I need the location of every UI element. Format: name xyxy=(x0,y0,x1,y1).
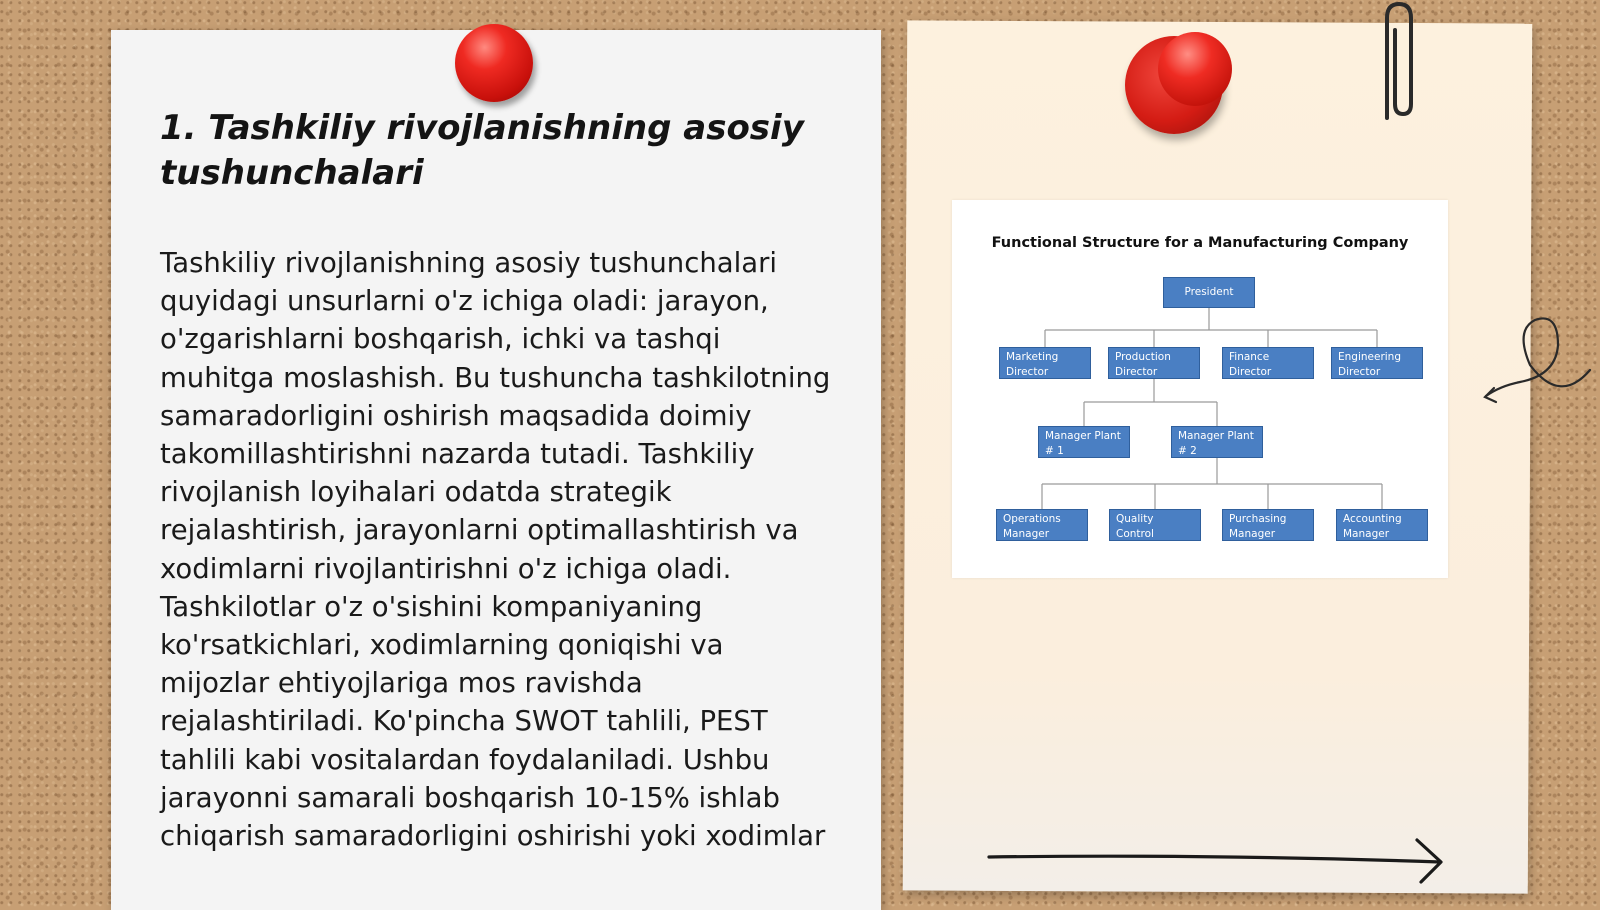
org-box-purchasing-manager: Purchasing Manager xyxy=(1222,509,1314,541)
org-box-accounting-manager: Accounting Manager xyxy=(1336,509,1428,541)
push-pin-icon xyxy=(455,24,533,102)
scribble-arrow-icon xyxy=(1480,310,1600,410)
org-box-quality-control-manager: Quality Control Manager xyxy=(1109,509,1201,541)
org-chart xyxy=(952,200,1448,578)
org-box-president: President xyxy=(1163,277,1255,308)
org-box-engineering-director: Engineering Director xyxy=(1331,347,1423,379)
org-box-marketing-director: Marketing Director xyxy=(999,347,1091,379)
org-chart-title: Functional Structure for a Manufacturing Company xyxy=(991,235,1409,251)
push-pin-head xyxy=(1158,32,1232,106)
slide-heading: 1. Tashkiliy rivojlanishning asosiy tushunchalari xyxy=(160,108,804,193)
org-box-manager-plant-1: Manager Plant # 1 xyxy=(1038,426,1130,458)
org-box-operations-manager: Operations Manager xyxy=(996,509,1088,541)
org-box-finance-director: Finance Director xyxy=(1222,347,1314,379)
org-box-production-director: Production Director xyxy=(1108,347,1200,379)
slide-body-text: Tashkiliy rivojlanishning asosiy tushunchalari quyidagi unsurlarni o'z ichiga oladi: jarayon, o'zgarishlarni boshqarish, ichki va tashqi muhitga moslashish. Bu tushuncha tashkilotning samaradorligini oshirish maqsadida doimiy takomillashtirishni nazarda tutadi. Tashkiliy rivojlanish loyihalari odatda strategik rejalashtirish, jarayonlarni optimallashtirish va xodimlarni rivojlantirishni o'z ichiga oladi. Tashkilotlar o'z o'sishini kompaniyaning ko'rsatkichlari, xodimlarning qoniqishi va mijozlar ehtiyojlariga mos ravishda rejalashtiriladi. Ko'pincha SWOT tahlili, PEST tahlili kabi vositalardan foydalaniladi. Ushbu jarayonni samarali boshqarish 10-15% ishlab chiqarish samaradorligini oshirishi yoki xodimlar xyxy=(160,247,831,853)
org-box-manager-plant-2: Manager Plant # 2 xyxy=(1171,426,1263,458)
paper-clip-icon xyxy=(1375,0,1425,130)
arrow-right-icon[interactable] xyxy=(985,826,1455,886)
